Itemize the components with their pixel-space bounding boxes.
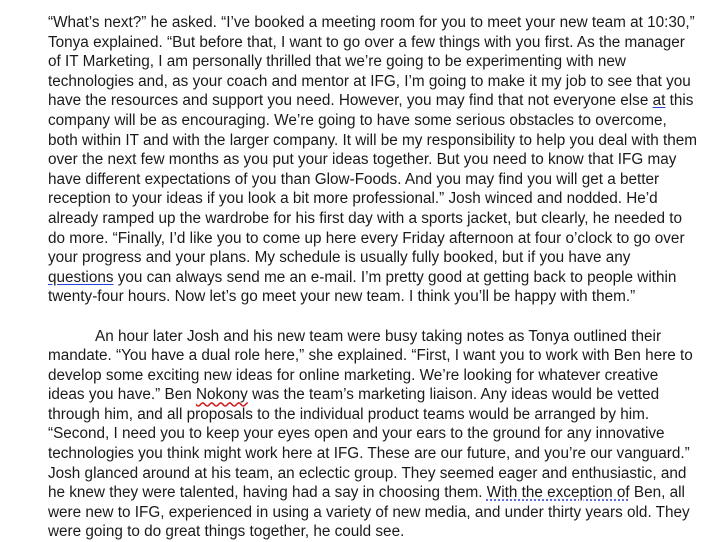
text-line: were going to do great things together, he could see.: [48, 522, 716, 542]
paragraph-spacer: [48, 307, 716, 327]
grammar-flag[interactable]: questions: [48, 269, 113, 286]
text-line: develop some exciting new ideas for online marketing. We’re looking for whatever creative: [48, 366, 716, 386]
paragraph-2: [48, 327, 716, 542]
text-segment: he knew they were talented, having had a say in choosing them.: [48, 484, 487, 501]
text-line: of IT Marketing, I am personally thrilled that we’re going to be experimenting with new: [48, 52, 716, 72]
text-line: An hour later Josh and his new team were busy taking notes as Tonya outlined their: [48, 327, 716, 347]
text-segment: was the team’s marketing liaison. Any ideas would be vetted: [248, 386, 659, 403]
text-line: company will be as encouraging. We’re going to have some serious obstacles to overcome,: [48, 111, 716, 131]
text-line: technologies you think might work here at IFG. These are our future, and you’re our vanguard.”: [48, 444, 716, 464]
text-line: do more. “Finally, I’d like you to come up here every Friday afternoon at four o’clock to go over: [48, 229, 716, 249]
text-line: Tonya explained. “But before that, I want to go over a few things with you first. As the manager: [48, 33, 716, 53]
text-segment: you can always send me an e-mail. I’m pretty good at getting back to people within: [113, 269, 676, 286]
text-segment: this: [665, 92, 693, 109]
text-line: mandate. “You have a dual role here,” she explained. “First, I want you to work with Ben here to: [48, 346, 716, 366]
text-line: “What’s next?” he asked. “I’ve booked a meeting room for you to meet your new team at 10:30,”: [48, 13, 716, 33]
text-line: Josh glanced around at his team, an eclectic group. They seemed eager and enthusiastic, and: [48, 464, 716, 484]
text-line: twenty-four hours. Now let’s go meet your new team. I think you’ll be happy with them.”: [48, 287, 716, 307]
text-line: have different expectations of you than Glow-Foods. And you may find you will get a better: [48, 170, 716, 190]
text-line: technologies and, as your coach and mentor at IFG, I’m going to make it my job to see that you: [48, 72, 716, 92]
text-line: [48, 268, 716, 288]
text-line: [48, 385, 716, 405]
paragraph-1: [48, 13, 716, 307]
text-line: reception to your ideas if you look a bit more professional.” Josh winced and nodded. He’d: [48, 189, 716, 209]
text-line: already ramped up the wardrobe for his first day with a sports jacket, but clearly, he needed to: [48, 209, 716, 229]
text-line: through him, and all proposals to the individual product teams would be arranged by him.: [48, 405, 716, 425]
grammar-flag[interactable]: at: [653, 92, 666, 109]
text-segment: ideas you have.” Ben: [48, 386, 196, 403]
text-line: “Second, I need you to keep your eyes open and your ears to the ground for any innovative: [48, 424, 716, 444]
text-line: your progress and your plans. My schedule is usually fully booked, but if you have any: [48, 248, 716, 268]
text-segment: have the resources and support you need. However, you may find that not everyone else: [48, 92, 653, 109]
document-page: [48, 13, 716, 542]
spelling-flag[interactable]: Nokony: [196, 386, 248, 403]
text-line: [48, 483, 716, 503]
grammar-flag[interactable]: With the exception of: [487, 484, 630, 501]
text-line: over the next few months as you put your ideas together. But you need to know that IFG may: [48, 150, 716, 170]
text-segment: Ben, all: [630, 484, 685, 501]
text-line: were new to IFG, experienced in using a variety of new media, and under thirty years old. They: [48, 503, 716, 523]
text-line: both within IT and with the larger company. It will be my responsibility to help you deal with them: [48, 131, 716, 151]
text-line: [48, 91, 716, 111]
